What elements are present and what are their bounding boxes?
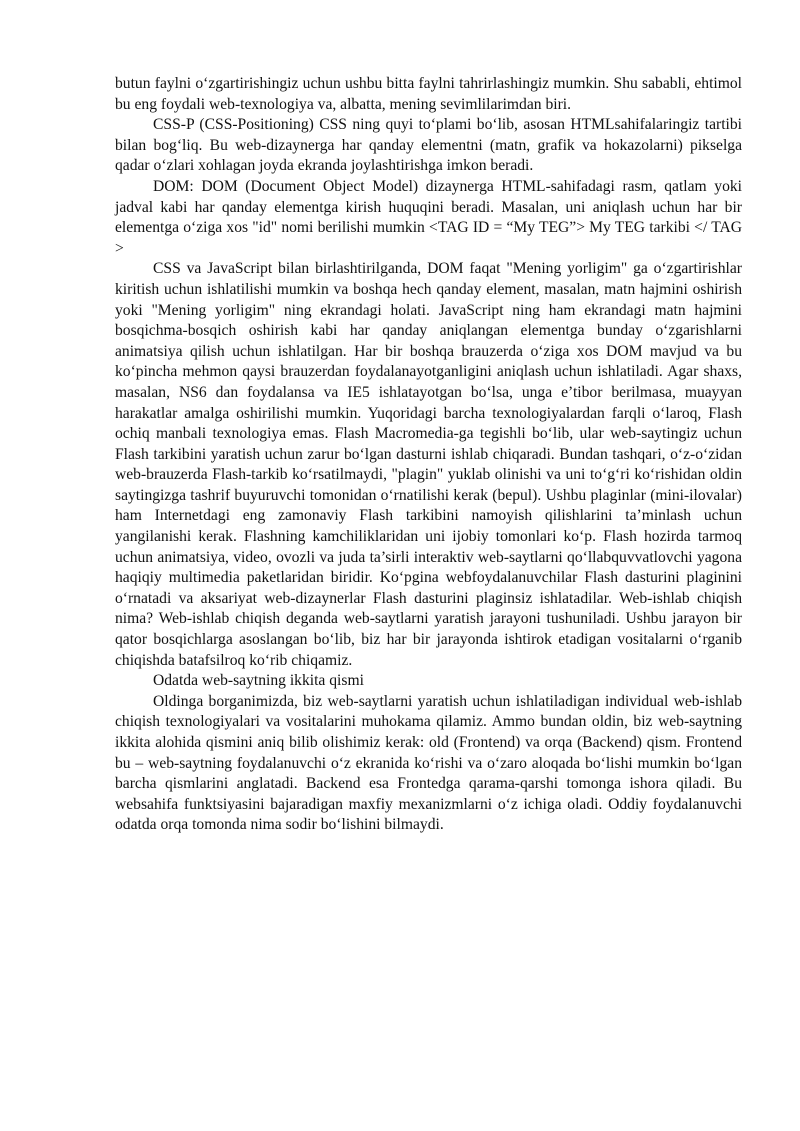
document-page	[115, 74, 742, 836]
paragraph-css-p: CSS-P (CSS-Positioning) CSS ning quyi to‘plami bo‘lib, asosan HTMLsahifalaringiz tartibi bilan bog‘liq. Bu web-dizaynerga har qanday elementni (matn, grafik va hokazolarni) pikselga qadar o‘zlari xohlagan joyda ekranda joylashtirishga imkon beradi.	[115, 116, 742, 175]
paragraph-1: butun faylni o‘zgartirishingiz uchun ushbu bitta faylni tahrirlashingiz mumkin. Shu sababli, ehtimol bu eng foydali web-texnologiya va, albatta, mening sevimlilarimdan biri.	[115, 75, 742, 113]
paragraph-css-javascript-flash: CSS va JavaScript bilan birlashtirilganda, DOM faqat "Mening yorligim" ga o‘zgartirishlar kiritish uchun ishlatilishi mumkin va boshqa hech qanday element, masalan, matn hajmini oshirish yoki "Mening yorligim" ning ekrandagi holati. JavaScript ning ham ekrandagi matn hajmini bosqichma-bosqich oshirish kabi har qanday aniqlangan elementga bunday o‘zgarishlarni animatsiya qilish uchun ishlatilgan. Har bir boshqa brauzerda o‘ziga xos DOM mavjud va bu ko‘pincha mehmon qaysi brauzerdan foydalanayotganligini aniqlash uchun ishlatiladi. Agar shaxs, masalan, NS6 dan foydalansa va IE5 ishlatayotgan bo‘lsa, unga e’tibor berilmasa, muayyan harakatlar amalga oshirilishi mumkin. Yuqoridagi barcha texnologiyalardan farqli o‘laroq, Flash ochiq manbali texnologiya emas. Flash Macromedia-ga tegishli bo‘lib, ular web-saytingiz uchun Flash tarkibini yaratish uchun zarur bo‘lgan dasturni ishlab chiqaradi. Bundan tashqari, o‘z-o‘zidan web-brauzerda Flash-tarkib ko‘rsatilmaydi, "plagin" yuklab olinishi va uni to‘g‘ri ko‘rishidan oldin saytingizga tashrif buyuruvchi tomonidan o‘rnatilishi kerak (bepul). Ushbu plaginlar (mini-ilovalar) ham Internetdagi eng zamonaviy Flash tarkibini namoyish qilishlarini ta’minlash uchun yangilanishi kerak. Flashning kamchiliklaridan uni ijobiy tomonlari ko‘p. Flash hozirda tarmoq uchun animatsiya, video, ovozli va juda ta’sirli interaktiv web-saytlarni qo‘llabquvvatlovchi yagona haqiqiy multimedia paketlaridan biridir. Ko‘pgina webfoydalanuvchilar Flash dasturini plaginini o‘rnatadi va aksariyat web-dizaynerlar Flash dasturini plaginsiz ishlatadilar. Web-ishlab chiqish nima? Web-ishlab chiqish deganda web-saytlarni yaratish jarayoni tushuniladi. Ushbu jarayon bir qator bosqichlarga asoslangan bo‘lib, biz har bir jarayonda ishtirok etadigan vositalarni o‘rganib chiqishda batafsilroq ko‘rib chiqamiz.	[115, 260, 742, 669]
section-heading-two-parts: Odatda web-saytning ikkita qismi	[153, 672, 364, 690]
paragraph-frontend-backend: Oldinga borganimizda, biz web-saytlarni yaratish uchun ishlatiladigan individual web-ishlab chiqish texnologiyalari va vositalarini muhokama qilamiz. Ammo bundan oldin, biz web-saytning ikkita alohida qismini aniq bilib olishimiz kerak: old (Frontend) va orqa (Backend) qism. Frontend bu – web-saytning foydalanuvchi o‘z ekranida ko‘rishi va o‘zaro aloqada bo‘lishi mumkin bo‘lgan barcha qismlarini anglatadi. Backend esa Frontedga qarama-qarshi tomonga ishora qiladi. Bu websahifa funktsiyasini bajaradigan maxfiy mexanizmlarni o‘z ichiga oladi. Oddiy foydalanuvchi odatda orqa tomonda nima sodir bo‘lishini bilmaydi.	[115, 692, 742, 834]
paragraph-dom: DOM: DOM (Document Object Model) dizaynerga HTML-sahifadagi rasm, qatlam yoki jadval kabi har qanday elementga kirish huquqini beradi. Masalan, uni aniqlash uchun har bir elementga o‘ziga xos "id" nomi berilishi mumkin <TAG ID = “My TEG”> My TEG tarkibi </ TAG >	[115, 177, 742, 257]
